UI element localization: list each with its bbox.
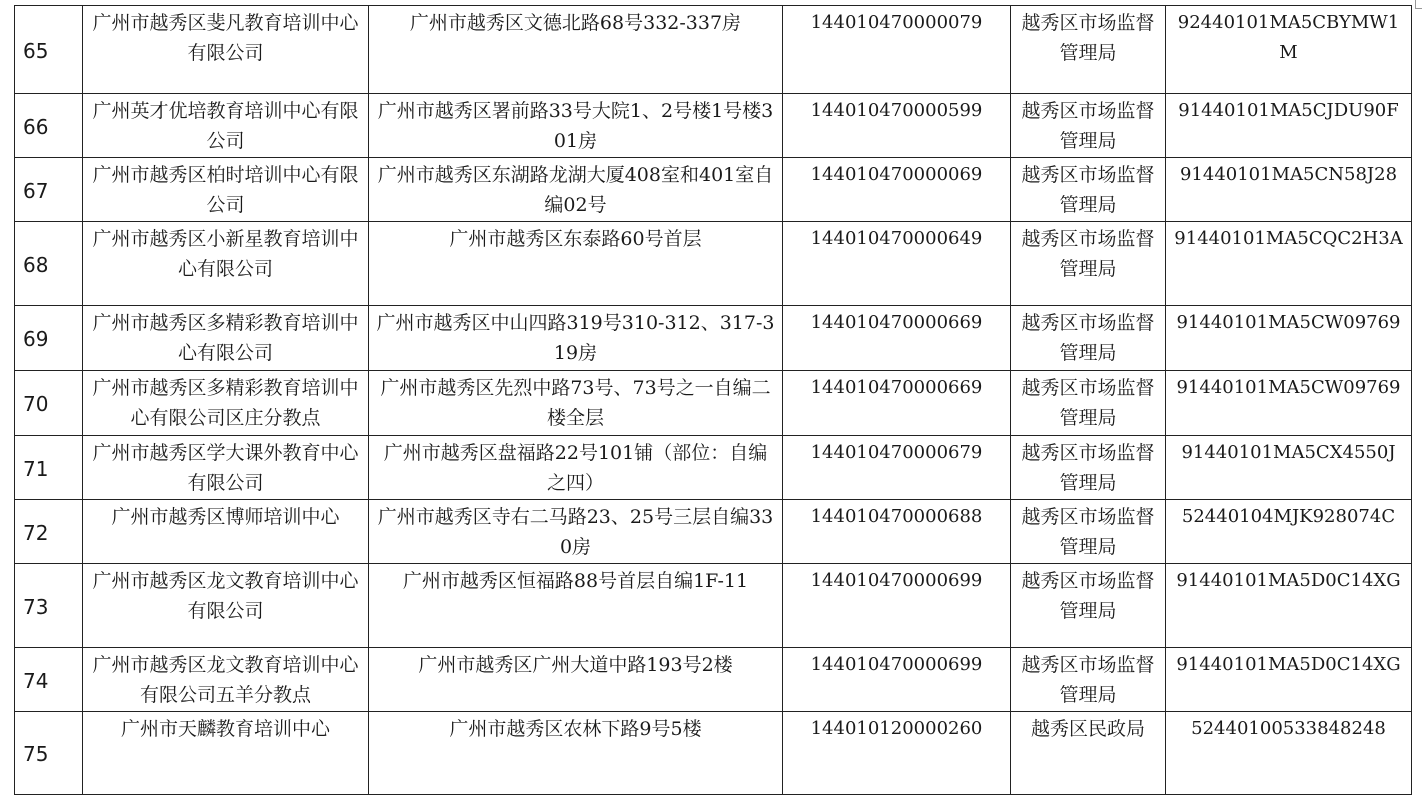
table-row [15,6,1412,94]
table-row [15,648,1412,712]
credit-code: 91440101MA5CJDU90F [1166,94,1412,158]
authority: 越秀区市场监督管理局 [1011,158,1166,222]
credit-code: 91440101MA5CW09769 [1166,306,1412,371]
registration-code: 144010470000688 [783,500,1011,564]
org-name: 广州市越秀区斐凡教育培训中心有限公司 [83,6,369,94]
org-address: 广州市越秀区先烈中路73号、73号之一自编二楼全层 [369,371,783,436]
row-number: 66 [15,94,83,158]
row-number: 65 [15,6,83,94]
authority: 越秀区民政局 [1011,712,1166,795]
org-name: 广州市越秀区龙文教育培训中心有限公司 [83,564,369,648]
authority: 越秀区市场监督管理局 [1011,94,1166,158]
table-row [15,500,1412,564]
org-name: 广州市越秀区博师培训中心 [83,500,369,564]
table-row [15,371,1412,436]
credit-code: 52440104MJK928074C [1166,500,1412,564]
authority: 越秀区市场监督管理局 [1011,6,1166,94]
org-address: 广州市越秀区寺右二马路23、25号三层自编330房 [369,500,783,564]
table-row [15,94,1412,158]
registration-code: 144010470000669 [783,371,1011,436]
authority: 越秀区市场监督管理局 [1011,648,1166,712]
org-name: 广州市越秀区多精彩教育培训中心有限公司区庄分教点 [83,371,369,436]
authority: 越秀区市场监督管理局 [1011,306,1166,371]
credit-code: 91440101MA5D0C14XG [1166,564,1412,648]
org-address: 广州市越秀区东湖路龙湖大厦408室和401室自编02号 [369,158,783,222]
authority: 越秀区市场监督管理局 [1011,371,1166,436]
registration-code: 144010470000679 [783,436,1011,500]
org-address: 广州市越秀区中山四路319号310-312、317-319房 [369,306,783,371]
row-number: 67 [15,158,83,222]
table-row [15,436,1412,500]
credit-code: 91440101MA5CN58J28 [1166,158,1412,222]
row-number: 74 [15,648,83,712]
authority: 越秀区市场监督管理局 [1011,564,1166,648]
page-corner-mark [1415,0,1422,9]
org-name: 广州英才优培教育培训中心有限公司 [83,94,369,158]
table-row [15,564,1412,648]
row-number: 70 [15,371,83,436]
row-number: 75 [15,712,83,795]
org-address: 广州市越秀区东泰路60号首层 [369,222,783,306]
table-row [15,712,1412,795]
credit-code: 91440101MA5D0C14XG [1166,648,1412,712]
authority: 越秀区市场监督管理局 [1011,222,1166,306]
org-name: 广州市越秀区小新星教育培训中心有限公司 [83,222,369,306]
org-address: 广州市越秀区恒福路88号首层自编1F-11 [369,564,783,648]
credit-code: 91440101MA5CW09769 [1166,371,1412,436]
authority: 越秀区市场监督管理局 [1011,436,1166,500]
registration-code: 144010470000599 [783,94,1011,158]
registration-code: 144010470000079 [783,6,1011,94]
registration-code: 144010470000669 [783,306,1011,371]
authority: 越秀区市场监督管理局 [1011,500,1166,564]
org-name: 广州市天麟教育培训中心 [83,712,369,795]
registration-code: 144010470000699 [783,648,1011,712]
org-address: 广州市越秀区盘福路22号101铺（部位：自编之四） [369,436,783,500]
registration-code: 144010120000260 [783,712,1011,795]
org-name: 广州市越秀区龙文教育培训中心有限公司五羊分教点 [83,648,369,712]
credit-code: 91440101MA5CX4550J [1166,436,1412,500]
org-name: 广州市越秀区学大课外教育中心有限公司 [83,436,369,500]
org-name: 广州市越秀区多精彩教育培训中心有限公司 [83,306,369,371]
credit-code: 91440101MA5CQC2H3A [1166,222,1412,306]
credit-code: 52440100533848248 [1166,712,1412,795]
registration-code: 144010470000069 [783,158,1011,222]
org-name: 广州市越秀区柏时培训中心有限公司 [83,158,369,222]
org-address: 广州市越秀区农林下路9号5楼 [369,712,783,795]
org-address: 广州市越秀区文德北路68号332-337房 [369,6,783,94]
row-number: 68 [15,222,83,306]
table-row [15,222,1412,306]
row-number: 69 [15,306,83,371]
registry-table [14,5,1412,795]
row-number: 72 [15,500,83,564]
credit-code: 92440101MA5CBYMW1M [1166,6,1412,94]
row-number: 73 [15,564,83,648]
org-address: 广州市越秀区署前路33号大院1、2号楼1号楼301房 [369,94,783,158]
table-row [15,158,1412,222]
row-number: 71 [15,436,83,500]
org-address: 广州市越秀区广州大道中路193号2楼 [369,648,783,712]
table-row [15,306,1412,371]
registration-code: 144010470000649 [783,222,1011,306]
registration-code: 144010470000699 [783,564,1011,648]
